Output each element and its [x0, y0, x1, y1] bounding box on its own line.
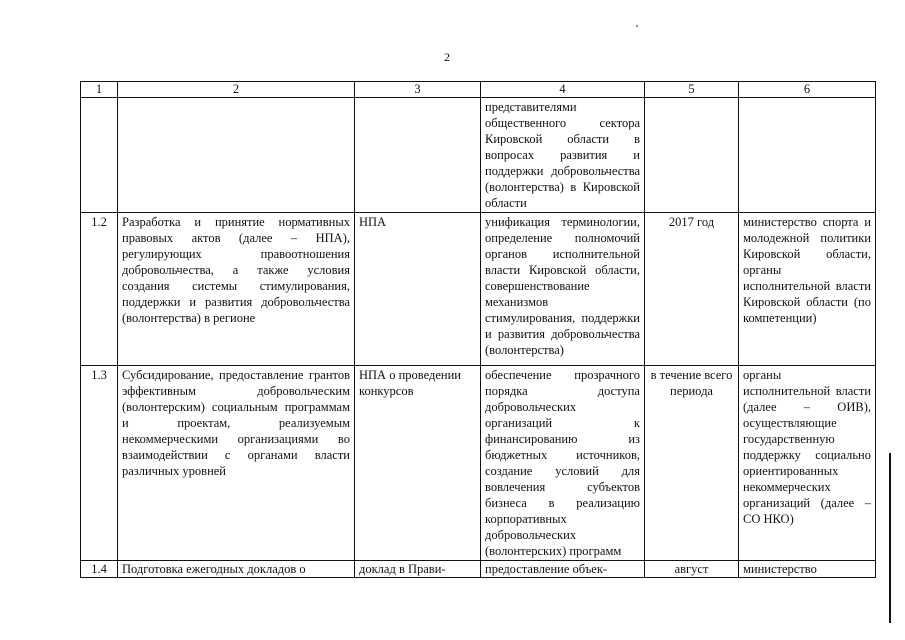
- column-header: 6: [739, 82, 876, 98]
- responsible-cell: министерство: [739, 561, 876, 578]
- document-cell: НПА о проведении конкурсов: [355, 366, 481, 561]
- result-cell: унификация терминологии, определение полномочий органов исполнительной власти Кировской области, совершенствование механизмов стимулирования, поддержки и развития добровольчества (волонтерства): [481, 213, 645, 366]
- row-number: [81, 98, 118, 213]
- result-cell: обеспечение прозрачного порядка доступа добровольческих организаций к финансированию из бюджетных источников, создание условий для вовлечения субъектов бизнеса в реализацию корпоративных добровольческих (волонтерских) программ: [481, 366, 645, 561]
- column-header: 4: [481, 82, 645, 98]
- result-cell: предоставление объек-: [481, 561, 645, 578]
- measure-cell: Подготовка ежегодных докладов о: [118, 561, 355, 578]
- page-number: 2: [444, 50, 450, 64]
- responsible-cell: министерство спорта и молодежной политики Кировской области, органы исполнительной власти Кировской области (по компетенции): [739, 213, 876, 366]
- row-number: 1.3: [81, 366, 118, 561]
- table-row: [81, 366, 876, 561]
- measure-cell: Субсидирование, предоставление грантов эффективным добровольческим (волонтерским) социальным программам и проектам, реализуемым некоммерческими организациями во взаимодействии с органами власти различных уровней: [118, 366, 355, 561]
- table-row: [81, 213, 876, 366]
- scan-speck: [636, 25, 638, 27]
- column-header: 3: [355, 82, 481, 98]
- measure-cell: Разработка и принятие нормативных правовых актов (далее – НПА), регулирующих правоотношения добровольчества, а также условия создания системы стимулирования, поддержки и развития добровольчества (волонтерства) в регионе: [118, 213, 355, 366]
- measures-table: [80, 81, 876, 578]
- deadline-cell: 2017 год: [645, 213, 739, 366]
- column-header: 1: [81, 82, 118, 98]
- table-row: [81, 98, 876, 213]
- document-cell: доклад в Прави-: [355, 561, 481, 578]
- deadline-cell: в течение всего периода: [645, 366, 739, 561]
- deadline-cell: август: [645, 561, 739, 578]
- scan-edge-line: [889, 453, 891, 623]
- column-header: 2: [118, 82, 355, 98]
- header-row: [81, 82, 876, 98]
- result-cell: представителями общественного сектора Кировской области в вопросах развития и поддержки добровольчества (волонтерства) в Кировской области: [481, 98, 645, 213]
- row-number: 1.4: [81, 561, 118, 578]
- row-number: 1.2: [81, 213, 118, 366]
- deadline-cell: [645, 98, 739, 213]
- document-cell: НПА: [355, 213, 481, 366]
- column-header: 5: [645, 82, 739, 98]
- responsible-cell: органы исполнительной власти (далее – ОИВ), осуществляющие государственную поддержку социально ориентированных некоммерческих организаций (далее – СО НКО): [739, 366, 876, 561]
- document-cell: [355, 98, 481, 213]
- table-row: [81, 561, 876, 578]
- measure-cell: [118, 98, 355, 213]
- responsible-cell: [739, 98, 876, 213]
